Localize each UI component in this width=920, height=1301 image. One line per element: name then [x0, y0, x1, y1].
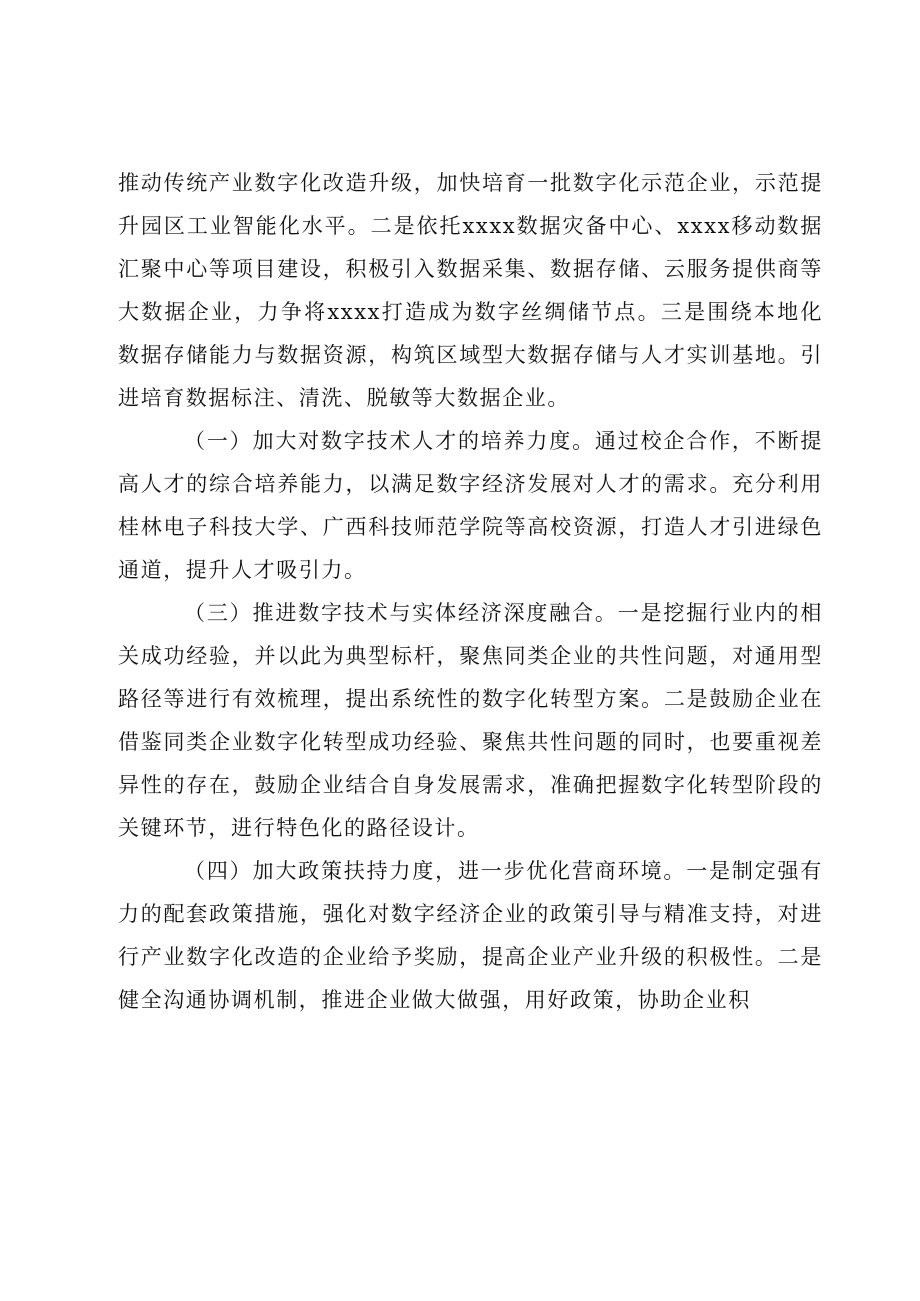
- paragraph-continuation: 推动传统产业数字化改造升级，加快培育一批数字化示范企业，示范提升园区工业智能化水平。二是依托xxxx数据灾备中心、xxxx移动数据汇聚中心等项目建设，积极引入数据采集、数据存储、云服务提供商等大数据企业，力争将xxxx打造成为数字丝绸储节点。三是围绕本地化数据存储能力与数据资源，构筑区域型大数据存储与人才实训基地。引进培育数据标注、清洗、脱敏等大数据企业。: [118, 171, 823, 410]
- document-body: [118, 162, 823, 1022]
- paragraph-policy-support: （四）加大政策扶持力度，进一步优化营商环境。一是制定强有力的配套政策措施，强化对数字经济企业的政策引导与精准支持，对进行产业数字化改造的企业给予奖励，提高企业产业升级的积极性。二是健全沟通协调机制，推进企业做大做强，用好政策，协助企业积: [118, 859, 823, 1012]
- paragraph-digital-integration: （三）推进数字技术与实体经济深度融合。一是挖掘行业内的相关成功经验，并以此为典型标杆，聚焦同类企业的共性问题，对通用型路径等进行有效梳理，提出系统性的数字化转型方案。二是鼓励企业在借鉴同类企业数字化转型成功经验、聚焦共性问题的同时，也要重视差异性的存在，鼓励企业结合自身发展需求，准确把握数字化转型阶段的关键环节，进行特色化的路径设计。: [118, 601, 823, 840]
- paragraph-talent-cultivation: （一）加大对数字技术人才的培养力度。通过校企合作，不断提高人才的综合培养能力，以满足数字经济发展对人才的需求。充分利用桂林电子科技大学、广西科技师范学院等高校资源，打造人才引进绿色通道，提升人才吸引力。: [118, 429, 823, 582]
